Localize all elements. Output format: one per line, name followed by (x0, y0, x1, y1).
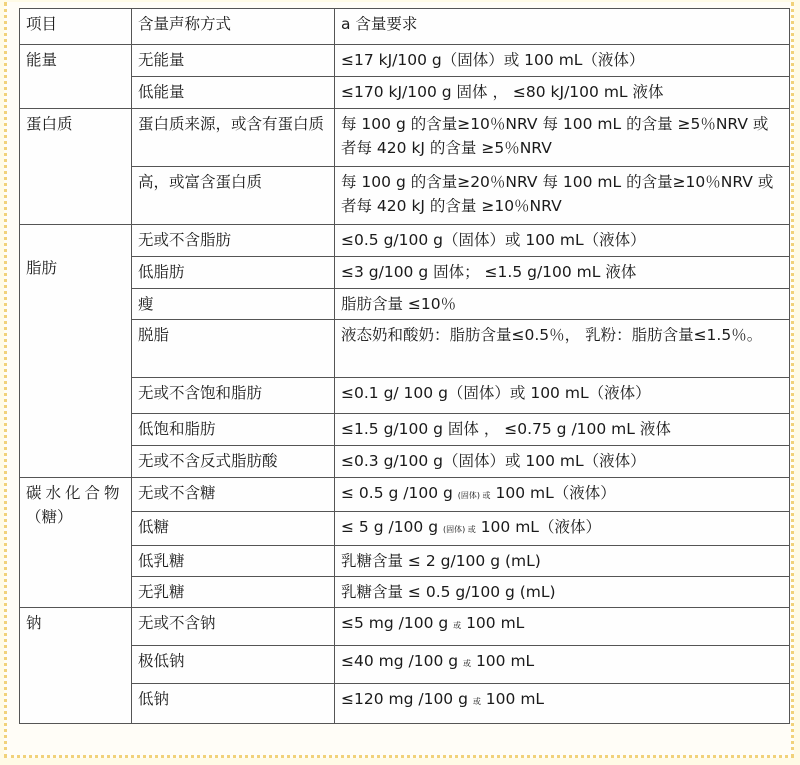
requirement-cell (335, 684, 790, 724)
requirement-cell: ≤0.3 g/100 g（固体）或 100 mL（液体） (335, 446, 790, 478)
table-row (20, 577, 790, 608)
claim-cell: 无或不含脂肪 (132, 225, 335, 257)
table-row (20, 414, 790, 446)
header-requirement: a 含量要求 (335, 9, 790, 45)
claim-cell: 极低钠 (132, 646, 335, 684)
requirement-tail: 100 mL（液体） (475, 518, 601, 536)
table-row (20, 478, 790, 512)
category-sodium: 钠 (20, 608, 132, 724)
claim-cell: 低饱和脂肪 (132, 414, 335, 446)
table-row (20, 546, 790, 577)
requirement-cell (335, 512, 790, 546)
claim-cell: 无或不含钠 (132, 608, 335, 646)
table-row (20, 77, 790, 109)
claim-cell: 低乳糖 (132, 546, 335, 577)
table-row (20, 257, 790, 289)
table-row (20, 684, 790, 724)
page-frame (4, 2, 794, 758)
category-protein: 蛋白质 (20, 109, 132, 225)
requirement-cell: 每 100 g 的含量≥10％NRV 每 100 mL 的含量 ≥5％NRV 或者每 420 kJ 的含量 ≥5％NRV (335, 109, 790, 167)
requirement-cell: ≤3 g/100 g 固体； ≤1.5 g/100 mL 液体 (335, 257, 790, 289)
table-row (20, 320, 790, 378)
claim-cell: 瘦 (132, 289, 335, 320)
requirement-main: ≤ 5 g /100 g (341, 518, 443, 536)
requirement-note: (固体) 或 (457, 491, 491, 500)
category-energy: 能量 (20, 45, 132, 109)
requirement-cell: ≤0.1 g/ 100 g（固体）或 100 mL（液体） (335, 378, 790, 414)
table-row (20, 109, 790, 167)
category-carbohydrate (20, 478, 132, 608)
claim-cell: 脱脂 (132, 320, 335, 378)
claim-cell: 蛋白质来源，或含有蛋白质 (132, 109, 335, 167)
claim-cell: 高，或富含蛋白质 (132, 167, 335, 225)
requirement-note: 或 (463, 659, 472, 668)
requirement-cell: ≤1.5 g/100 g 固体 ， ≤0.75 g /100 mL 液体 (335, 414, 790, 446)
table-row (20, 45, 790, 77)
requirement-main: ≤120 mg /100 g (341, 690, 473, 708)
requirement-tail: 100 mL（液体） (490, 484, 616, 502)
table-row (20, 512, 790, 546)
claim-cell: 低能量 (132, 77, 335, 109)
category-fat-label: 脂肪 (26, 259, 58, 277)
claim-cell: 低脂肪 (132, 257, 335, 289)
category-fat (20, 225, 132, 478)
category-carbohydrate-label: 碳水化合物 (26, 484, 124, 502)
nutrient-claims-table (19, 8, 790, 724)
requirement-cell (335, 478, 790, 512)
claim-cell: 低钠 (132, 684, 335, 724)
requirement-note: 或 (472, 697, 481, 706)
claim-cell: 无或不含饱和脂肪 (132, 378, 335, 414)
header-item: 项目 (20, 9, 132, 45)
requirement-tail: 100 mL (471, 652, 535, 670)
requirement-main: ≤40 mg /100 g (341, 652, 464, 670)
table-row (20, 167, 790, 225)
requirement-tail: 100 mL (461, 614, 525, 632)
category-carbohydrate-sub: （糖） (26, 508, 73, 526)
requirement-tail: 100 mL (480, 690, 545, 708)
requirement-cell: 脂肪含量 ≤10％ (335, 289, 790, 320)
requirement-cell: 每 100 g 的含量≥20％NRV 每 100 mL 的含量≥10％NRV 或者每 420 kJ 的含量 ≥10％NRV (335, 167, 790, 225)
requirement-cell (335, 646, 790, 684)
table-row (20, 378, 790, 414)
requirement-note: (固体) 或 (442, 525, 476, 534)
claim-cell: 低糖 (132, 512, 335, 546)
requirement-main: ≤ 0.5 g /100 g (341, 484, 458, 502)
requirement-cell (335, 608, 790, 646)
table-row (20, 446, 790, 478)
requirement-note: 或 (453, 621, 462, 630)
requirement-cell: 乳糖含量 ≤ 2 g/100 g (mL) (335, 546, 790, 577)
requirement-cell: ≤170 kJ/100 g 固体 ， ≤80 kJ/100 mL 液体 (335, 77, 790, 109)
requirement-cell: 液态奶和酸奶：脂肪含量≤0.5％， 乳粉：脂肪含量≤1.5％。 (335, 320, 790, 378)
requirement-cell: ≤17 kJ/100 g（固体）或 100 mL（液体） (335, 45, 790, 77)
table-row (20, 608, 790, 646)
table-row (20, 225, 790, 257)
table-row (20, 289, 790, 320)
requirement-main: ≤5 mg /100 g (341, 614, 454, 632)
requirement-cell: ≤0.5 g/100 g（固体）或 100 mL（液体） (335, 225, 790, 257)
header-claim-method: 含量声称方式 (132, 9, 335, 45)
table-row (20, 646, 790, 684)
claim-cell: 无或不含糖 (132, 478, 335, 512)
claim-cell: 无能量 (132, 45, 335, 77)
claim-cell: 无乳糖 (132, 577, 335, 608)
table-header-row (20, 9, 790, 45)
claim-cell: 无或不含反式脂肪酸 (132, 446, 335, 478)
requirement-cell: 乳糖含量 ≤ 0.5 g/100 g (mL) (335, 577, 790, 608)
